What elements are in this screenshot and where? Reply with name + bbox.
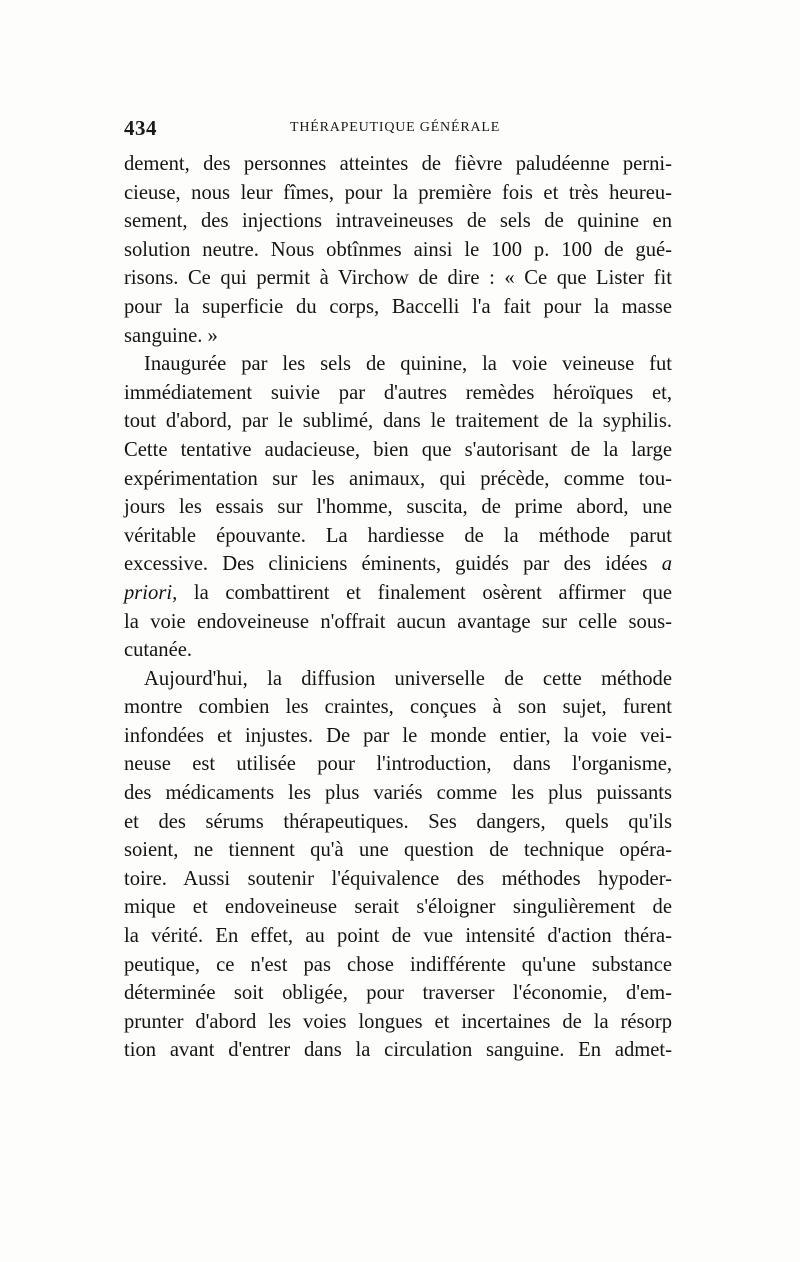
text-line: Inaugurée par les sels de quinine, la voie veineuse fut xyxy=(144,353,672,376)
text-line: pour la superficie du corps, Baccelli l'a fait pour la masse xyxy=(124,295,672,318)
text-line: tion avant d'entrer dans la circulation sanguine. En admet- xyxy=(124,1039,672,1062)
text-line: prunter d'abord les voies longues et incertaines de la résorp xyxy=(124,1010,672,1033)
text-line: solution neutre. Nous obtînmes ainsi le 100 p. 100 de gué- xyxy=(124,238,672,261)
text-line: la vérité. En effet, au point de vue intensité d'action théra- xyxy=(124,925,672,948)
italic-text: a xyxy=(661,553,672,576)
text-line: montre combien les craintes, conçues à son sujet, furent xyxy=(124,696,672,719)
text-line: la voie endoveineuse n'offrait aucun avantage sur celle sous- xyxy=(124,610,672,633)
text-line: sement, des injections intraveineuses de sels de quinine en xyxy=(124,210,672,233)
text-line xyxy=(124,550,672,579)
text-line: peutique, ce n'est pas chose indifférente qu'une substance xyxy=(124,953,672,976)
text-line: toire. Aussi soutenir l'équivalence des méthodes hypoder- xyxy=(124,867,672,890)
text-segment: excessive. Des cliniciens éminents, guidés par des idées xyxy=(124,553,648,576)
text-line: infondées et injustes. De par le monde entier, la voie vei- xyxy=(124,724,672,747)
text-line: cutanée. xyxy=(124,639,193,662)
text-line: dement, des personnes atteintes de fièvre paludéenne perni- xyxy=(124,153,672,175)
text-line: neuse est utilisée pour l'introduction, dans l'organisme, xyxy=(124,753,672,776)
text-line: et des sérums thérapeutiques. Ses dangers, quels qu'ils xyxy=(124,810,672,833)
body-text xyxy=(124,150,672,1065)
text-line: expérimentation sur les animaux, qui précède, comme tou- xyxy=(124,467,672,490)
text-line: cieuse, nous leur fîmes, pour la première fois et très heureu- xyxy=(124,181,672,204)
text-line: tout d'abord, par le sublimé, dans le traitement de la syphilis. xyxy=(124,410,672,433)
running-title: THÉRAPEUTIQUE GÉNÉRALE xyxy=(290,120,501,135)
text-segment: la combattirent et finalement osèrent affirmer que xyxy=(193,581,673,604)
text-line: soient, ne tiennent qu'à une question de technique opéra- xyxy=(124,839,672,862)
text-line: mique et endoveineuse serait s'éloigner singulièrement de xyxy=(124,896,672,919)
running-head xyxy=(124,116,672,140)
page-number: 434 xyxy=(124,116,157,140)
text-line: des médicaments les plus variés comme les plus puissants xyxy=(124,782,672,805)
text-line: jours les essais sur l'homme, suscita, de prime abord, une xyxy=(124,496,672,519)
text-line: véritable épouvante. La hardiesse de la méthode parut xyxy=(124,524,672,547)
italic-text: priori, xyxy=(124,581,178,604)
text-line: Aujourd'hui, la diffusion universelle de cette méthode xyxy=(144,667,672,690)
text-line: Cette tentative audacieuse, bien que s'autorisant de la large xyxy=(124,438,672,461)
text-line xyxy=(124,579,672,608)
text-line: risons. Ce qui permit à Virchow de dire : « Ce que Lister fit xyxy=(124,267,672,290)
text-line: sanguine. » xyxy=(124,324,218,347)
text-line: immédiatement suivie par d'autres remèdes héroïques et, xyxy=(124,381,672,404)
text-line: déterminée soit obligée, pour traverser l'économie, d'em- xyxy=(124,982,672,1005)
